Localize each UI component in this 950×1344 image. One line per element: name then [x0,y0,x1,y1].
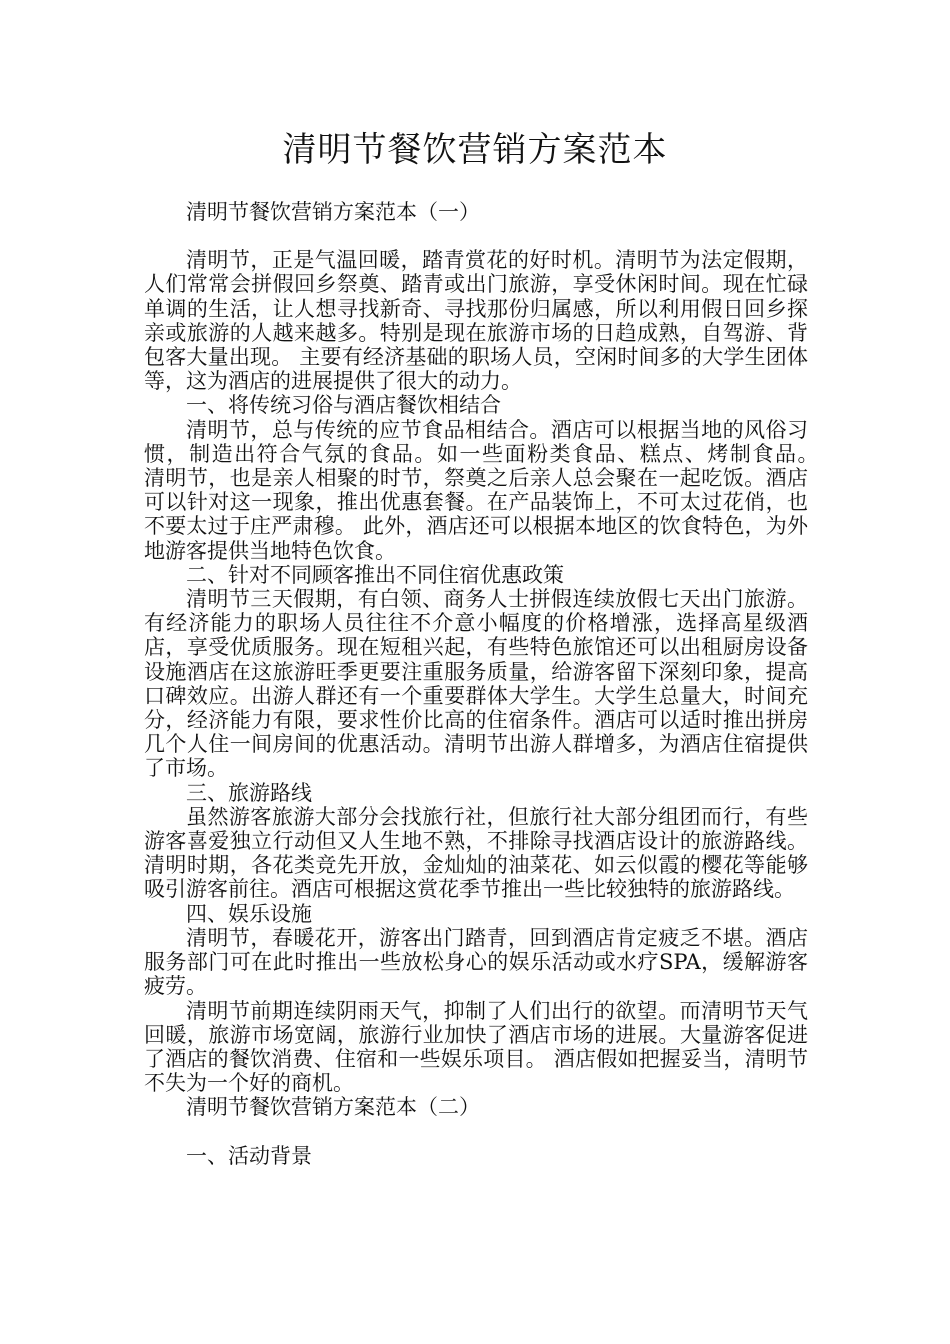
section-heading-2: 清明节餐饮营销方案范本（二） [186,1095,480,1120]
subheading-background: 一、活动背景 [186,1143,312,1168]
paragraph-lodging: 清明节三天假期，有白领、商务人士拼假连续放假七天出门旅游。有经济能力的职场人员往往不介意小幅度的价格增涨，选择高星级酒店，享受优质服务。现在短租兴起，有些特色旅馆还可以出租厨房设备设施酒店在这旅游旺季更要注重服务质量，给游客留下深刻印象，提高口碑效应。出游人群还有一个重要群体大学生。大学生总量大，时间充分，经济能力有限，要求性价比高的住宿条件。酒店可以适时推出拼房几个人住一间房间的优惠活动。清明节出游人群增多，为酒店住宿提供了市场。 [144,587,808,781]
paragraph-entertainment: 清明节，春暖花开，游客出门踏青，回到酒店肯定疲乏不堪。酒店服务部门可在此时推出一些放松身心的娱乐活动或水疗SPA，缓解游客疲劳。 [144,925,808,999]
section-heading-1: 清明节餐饮营销方案范本（一） [186,200,480,224]
subheading-routes: 三、旅游路线 [186,780,312,805]
blank-line [144,1120,808,1144]
subheading-lodging: 二、针对不同顾客推出不同住宿优惠政策 [186,562,564,587]
document-title: 清明节餐饮营销方案范本 [282,130,668,170]
subheading-entertainment: 四、娱乐设施 [186,901,312,926]
paragraph-traditions: 清明节，总与传统的应节食品相结合。酒店可以根据当地的风俗习惯，制造出符合气氛的食品。如一些面粉类食品、糕点、烤制食品。 清明节，也是亲人相聚的时节，祭奠之后亲人总会聚在一起吃饭。酒店可以针对这一现象，推出优惠套餐。在产品装饰上，不可太过花俏，也不要太过于庄严肃穆。 此外，酒店还可以根据本地区的饮食特色，为外地游客提供当地特色饮食。 [144,417,836,563]
paragraph-conclusion: 清明节前期连续阴雨天气，抑制了人们出行的欲望。而清明节天气回暖，旅游市场宽阔，旅游行业加快了酒店市场的进展。大量游客促进了酒店的餐饮消费、住宿和一些娱乐项目。 酒店假如把握妥当，清明节不失为一个好的商机。 [144,998,808,1096]
subheading-traditions: 一、将传统习俗与酒店餐饮相结合 [186,393,501,418]
paragraph-routes: 虽然游客旅游大部分会找旅行社，但旅行社大部分组团而行，有些游客喜爱独立行动但又人生地不熟，不排除寻找酒店设计的旅游路线。清明时期，各花类竞先开放，金灿灿的油菜花、如云似霞的樱花等能够吸引游客前往。酒店可根据这赏花季节推出一些比较独特的旅游路线。 [144,804,808,902]
intro-paragraph: 清明节，正是气温回暖，踏青赏花的好时机。清明节为法定假期，人们常常会拼假回乡祭奠、踏青或出门旅游，享受休闲时间。现在忙碌单调的生活，让人想寻找新奇、寻找那份归属感，所以利用假日回乡探亲或旅游的人越来越多。特别是现在旅游市场的日趋成熟，自驾游、背包客大量出现。 主要有经济基础的职场人员，空闲时间多的大学生团体等，这为酒店的进展提供了很大的动力。 [144,248,808,394]
blank-line [144,224,808,248]
document-body [144,200,836,1168]
